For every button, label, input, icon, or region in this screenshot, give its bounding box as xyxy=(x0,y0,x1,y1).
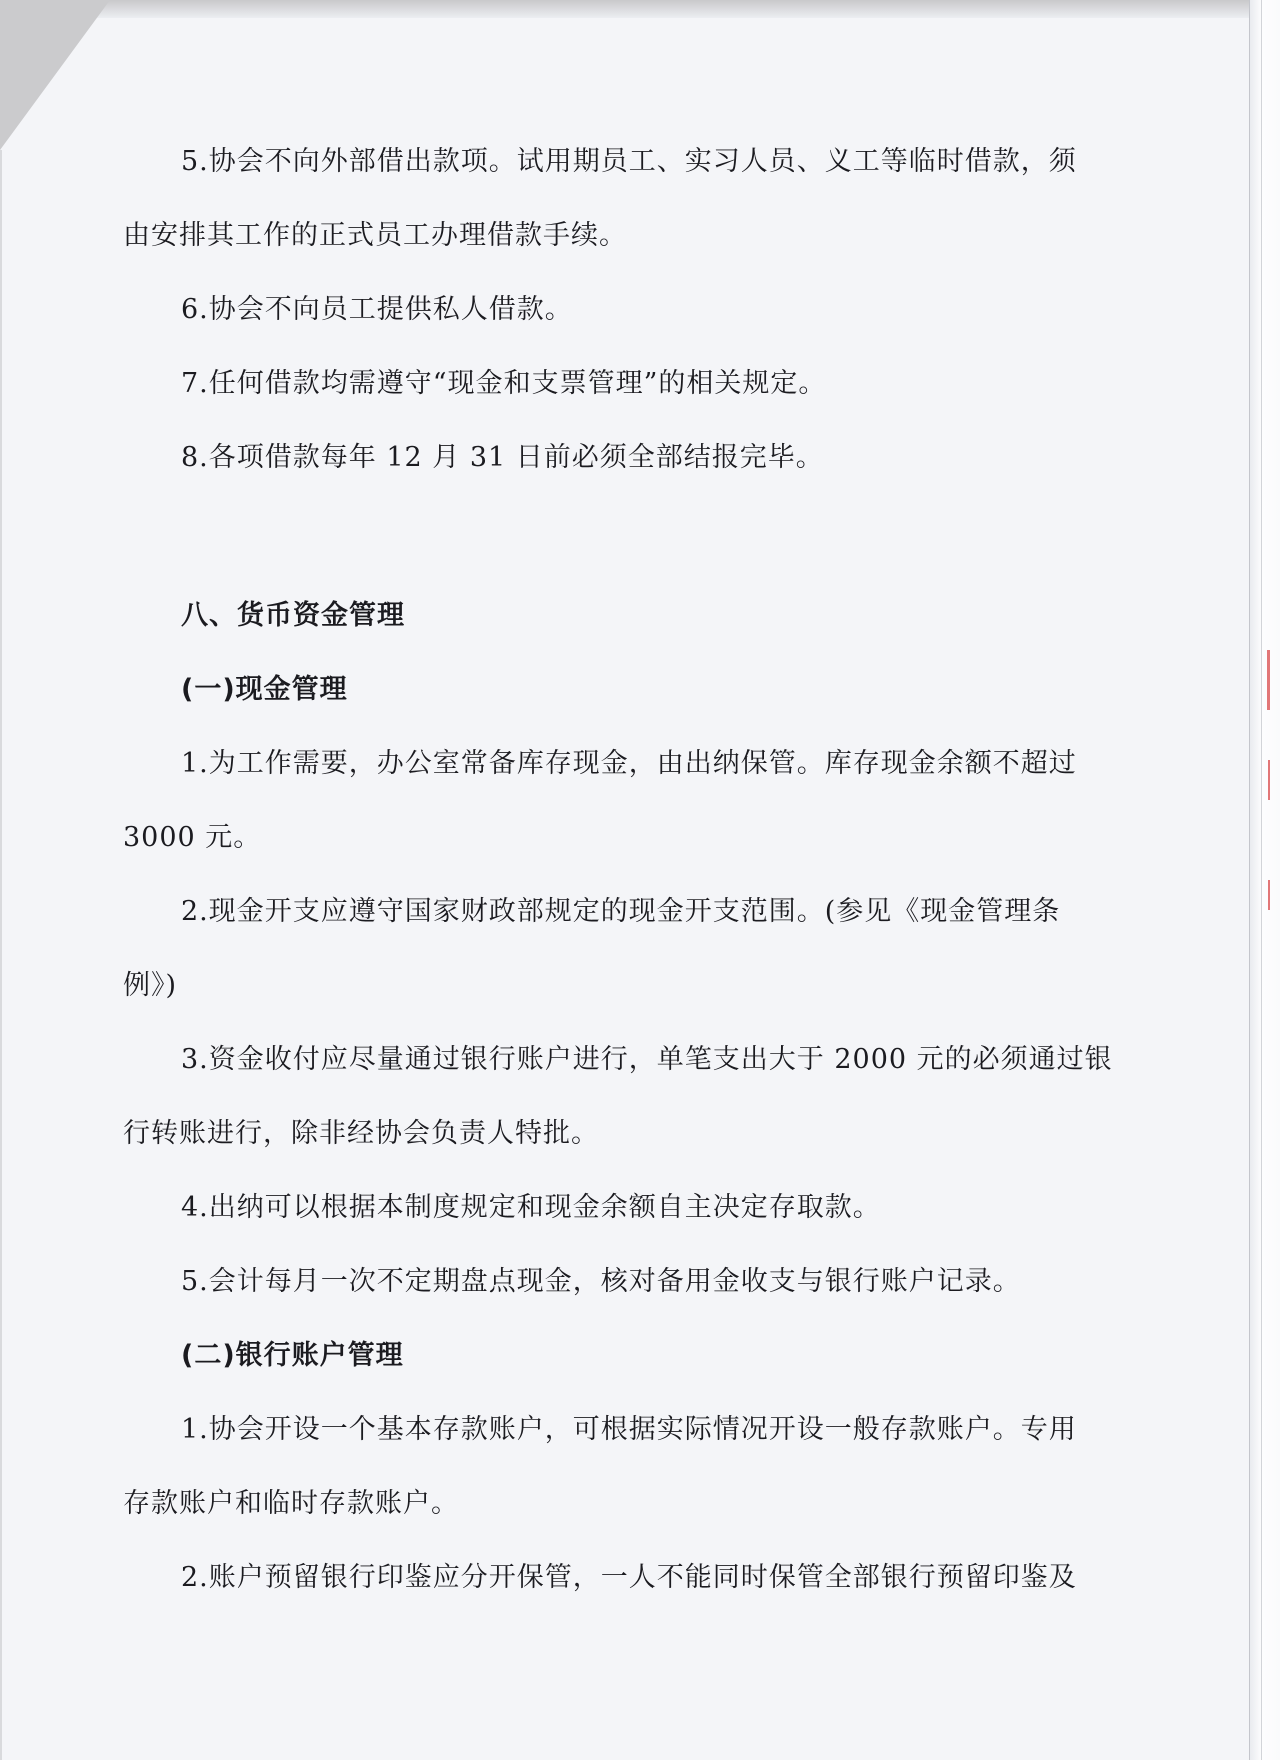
page-left-edge xyxy=(0,150,2,1760)
paragraph-line: 行转账进行，除非经协会负责人特批。 xyxy=(123,1118,599,1149)
subsection-heading: (二)银行账户管理 xyxy=(181,1340,404,1371)
paragraph-line: 由安排其工作的正式员工办理借款手续。 xyxy=(123,220,627,251)
paragraph-line: 1.为工作需要，办公室常备库存现金，由出纳保管。库存现金余额不超过 xyxy=(181,748,1077,779)
paragraph-line: 1.协会开设一个基本存款账户，可根据实际情况开设一般存款账户。专用 xyxy=(181,1414,1077,1445)
paragraph-line: 例》) xyxy=(123,970,178,1001)
red-stamp-mark xyxy=(1249,650,1270,710)
section-heading: 八、货币资金管理 xyxy=(181,600,405,631)
paragraph-line: 2.账户预留银行印鉴应分开保管，一人不能同时保管全部银行预留印鉴及 xyxy=(181,1562,1077,1593)
red-stamp-mark xyxy=(1250,880,1270,910)
paragraph-line: 6.协会不向员工提供私人借款。 xyxy=(181,294,573,325)
page-top-edge xyxy=(0,0,1280,18)
red-stamp-mark xyxy=(1250,760,1270,800)
paragraph-line: 3000 元。 xyxy=(123,822,262,853)
subsection-heading: (一)现金管理 xyxy=(181,674,348,705)
paragraph-line: 7.任何借款均需遵守“现金和支票管理”的相关规定。 xyxy=(181,368,827,399)
paragraph-line: 8.各项借款每年 12 月 31 日前必须全部结报完毕。 xyxy=(181,442,824,473)
paragraph-line: 存款账户和临时存款账户。 xyxy=(123,1488,459,1519)
paragraph-line: 4.出纳可以根据本制度规定和现金余额自主决定存取款。 xyxy=(181,1192,881,1223)
paragraph-line: 3.资金收付应尽量通过银行账户进行，单笔支出大于 2000 元的必须通过银 xyxy=(181,1044,1113,1075)
page-corner-fold xyxy=(0,0,110,150)
paragraph-line: 2.现金开支应遵守国家财政部规定的现金开支范围。(参见《现金管理条 xyxy=(181,896,1061,927)
paragraph-line: 5.协会不向外部借出款项。试用期员工、实习人员、义工等临时借款，须 xyxy=(181,146,1077,177)
paragraph-line: 5.会计每月一次不定期盘点现金，核对备用金收支与银行账户记录。 xyxy=(181,1266,1021,1297)
